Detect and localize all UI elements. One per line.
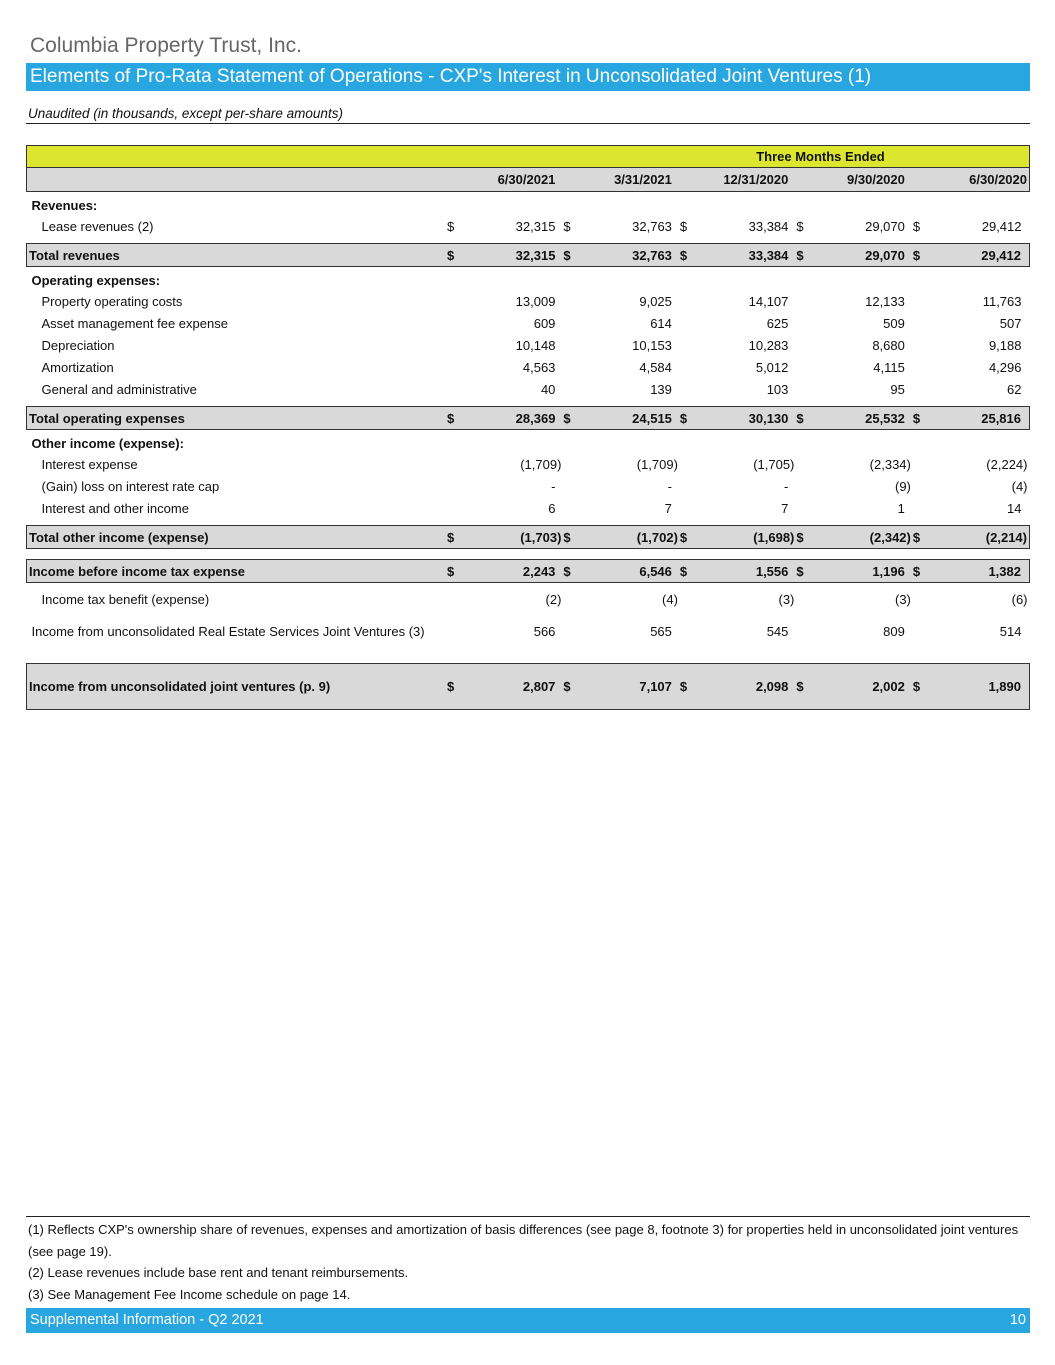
currency-symbol xyxy=(447,476,459,498)
currency-symbol xyxy=(913,357,925,379)
cell-value: 29,412 xyxy=(925,244,1030,267)
currency-symbol xyxy=(680,611,692,653)
currency-symbol: $ xyxy=(447,560,459,583)
currency-symbol xyxy=(563,357,575,379)
cell-value: 6 xyxy=(548,501,556,516)
cell-value: (6) xyxy=(1011,592,1028,607)
column-header-row xyxy=(27,168,1030,192)
currency-symbol: $ xyxy=(680,560,692,583)
cell-value: 514 xyxy=(999,624,1022,639)
currency-symbol xyxy=(563,335,575,357)
table-row xyxy=(27,611,1030,653)
cell-value: 2,098 xyxy=(692,664,796,710)
currency-symbol xyxy=(680,379,692,401)
cell-value: 9,188 xyxy=(988,338,1022,353)
currency-symbol: $ xyxy=(796,407,808,430)
period-header: Three Months Ended xyxy=(447,146,1030,168)
cell-value: 1,196 xyxy=(808,560,912,583)
currency-symbol: $ xyxy=(913,664,925,710)
currency-symbol: $ xyxy=(563,560,575,583)
cell-value: 13,009 xyxy=(515,294,556,309)
cell-value: 30,130 xyxy=(692,407,796,430)
currency-symbol: $ xyxy=(563,244,575,267)
currency-symbol: $ xyxy=(796,560,808,583)
cell-value: (1,709) xyxy=(636,457,678,472)
cell-value: (2) xyxy=(545,592,562,607)
currency-symbol: $ xyxy=(912,219,921,234)
cell-value: (1,703) xyxy=(459,526,563,549)
cell-value: 29,070 xyxy=(808,244,912,267)
currency-symbol xyxy=(447,611,459,653)
table-row xyxy=(27,498,1030,520)
cell-value: 62 xyxy=(1007,382,1022,397)
currency-symbol: $ xyxy=(913,560,925,583)
currency-symbol xyxy=(680,476,692,498)
currency-symbol xyxy=(563,379,575,401)
report-title: Elements of Pro-Rata Statement of Operations - CXP's Interest in Unconsolidated Joint Ventures (1) xyxy=(26,63,1030,91)
currency-symbol: $ xyxy=(913,526,925,549)
cell-value: 14,107 xyxy=(748,294,789,309)
spacer-row xyxy=(27,549,1030,560)
currency-symbol xyxy=(447,291,459,313)
company-name: Columbia Property Trust, Inc. xyxy=(30,34,302,57)
section-header xyxy=(27,267,1030,291)
currency-symbol: $ xyxy=(680,407,692,430)
table-row xyxy=(27,476,1030,498)
cell-value: 29,070 xyxy=(865,219,905,234)
table-row xyxy=(27,589,1030,611)
currency-symbol xyxy=(796,611,808,653)
currency-symbol: $ xyxy=(447,244,459,267)
column-header: 9/30/2020 xyxy=(808,168,912,192)
cell-value: 4,115 xyxy=(873,360,905,375)
cell-value: - xyxy=(667,479,672,494)
cell-value: (3) xyxy=(778,592,795,607)
footnotes xyxy=(28,1219,1028,1305)
cell-value: 33,384 xyxy=(692,244,796,267)
currency-symbol xyxy=(680,498,692,520)
row-label: Asset management fee expense xyxy=(41,316,228,331)
cell-value: 25,816 xyxy=(925,407,1030,430)
cell-value: 2,002 xyxy=(808,664,912,710)
total-row xyxy=(27,526,1030,549)
currency-symbol xyxy=(913,476,925,498)
currency-symbol: $ xyxy=(913,244,925,267)
row-label: Income tax benefit (expense) xyxy=(41,592,210,607)
cell-value: 10,148 xyxy=(515,338,556,353)
cell-value: (1,702) xyxy=(575,526,679,549)
cell-value: 32,315 xyxy=(515,219,556,234)
cell-value: 545 xyxy=(766,624,789,639)
currency-symbol xyxy=(913,379,925,401)
cell-value: 2,807 xyxy=(459,664,563,710)
table-row xyxy=(27,454,1030,476)
total-row xyxy=(27,244,1030,267)
currency-symbol xyxy=(913,589,925,611)
currency-symbol xyxy=(563,476,575,498)
cell-value: 103 xyxy=(766,382,789,397)
row-label: Interest expense xyxy=(41,457,138,472)
column-header: 3/31/2021 xyxy=(575,168,679,192)
currency-symbol xyxy=(680,454,692,476)
cell-value: 32,763 xyxy=(632,219,672,234)
row-label: Depreciation xyxy=(41,338,115,353)
currency-symbol xyxy=(563,454,575,476)
cell-value: (2,214) xyxy=(925,526,1030,549)
currency-symbol: $ xyxy=(563,219,571,234)
cell-value: (4) xyxy=(1011,479,1028,494)
row-label: Total other income (expense) xyxy=(27,526,447,549)
cell-value: 1 xyxy=(897,501,905,516)
currency-symbol: $ xyxy=(563,407,575,430)
currency-symbol: $ xyxy=(680,526,692,549)
cell-value: 809 xyxy=(883,624,905,639)
cell-value: (3) xyxy=(894,592,911,607)
cell-value: (9) xyxy=(894,479,911,494)
row-label: Property operating costs xyxy=(41,294,183,309)
cell-value: (2,342) xyxy=(808,526,912,549)
currency-symbol: $ xyxy=(563,526,575,549)
cell-value: 565 xyxy=(650,624,672,639)
cell-value: 2,243 xyxy=(459,560,563,583)
currency-symbol xyxy=(796,476,808,498)
currency-symbol: $ xyxy=(680,244,692,267)
column-header: 6/30/2021 xyxy=(459,168,563,192)
currency-symbol xyxy=(447,313,459,335)
currency-symbol: $ xyxy=(680,664,692,710)
cell-value: 1,556 xyxy=(692,560,796,583)
currency-symbol xyxy=(796,291,808,313)
currency-symbol: $ xyxy=(796,664,808,710)
section-header xyxy=(27,430,1030,454)
currency-symbol: $ xyxy=(563,664,575,710)
cell-value: 7 xyxy=(781,501,789,516)
footnote: (2) Lease revenues include base rent and tenant reimbursements. xyxy=(28,1265,409,1280)
currency-symbol xyxy=(563,291,575,313)
currency-symbol: $ xyxy=(446,219,455,234)
statement-table xyxy=(26,145,1030,710)
cell-value: (4) xyxy=(662,592,678,607)
total-row xyxy=(27,560,1030,583)
currency-symbol: $ xyxy=(447,664,459,710)
cell-value: 25,532 xyxy=(808,407,912,430)
cell-value: 4,563 xyxy=(522,360,556,375)
footnote-divider xyxy=(26,1216,1030,1217)
cell-value: 40 xyxy=(540,382,556,397)
section-label: Revenues: xyxy=(31,197,98,213)
section-header xyxy=(27,192,1030,216)
currency-symbol xyxy=(796,335,808,357)
column-header: 12/31/2020 xyxy=(692,168,796,192)
currency-symbol xyxy=(447,357,459,379)
cell-value: 4,296 xyxy=(988,360,1022,375)
currency-symbol xyxy=(563,313,575,335)
currency-symbol xyxy=(796,589,808,611)
currency-symbol xyxy=(447,498,459,520)
currency-symbol xyxy=(447,589,459,611)
cell-value: 32,315 xyxy=(459,244,563,267)
row-label: Income from unconsolidated joint ventures (p. 9) xyxy=(27,664,447,710)
table-row xyxy=(27,291,1030,313)
currency-symbol xyxy=(680,589,692,611)
currency-symbol: $ xyxy=(913,407,925,430)
currency-symbol: $ xyxy=(796,244,808,267)
table-row xyxy=(27,313,1030,335)
section-label: Operating expenses: xyxy=(31,272,161,288)
currency-symbol xyxy=(680,291,692,313)
currency-symbol: $ xyxy=(679,219,688,234)
currency-symbol xyxy=(447,379,459,401)
total-row xyxy=(27,407,1030,430)
cell-value: 28,369 xyxy=(459,407,563,430)
cell-value: 33,384 xyxy=(748,219,789,234)
footer-label: Supplemental Information - Q2 2021 xyxy=(30,1312,264,1328)
currency-symbol xyxy=(913,611,925,653)
report-subtitle: Unaudited (in thousands, except per-share amounts) xyxy=(28,106,343,121)
cell-value: 6,546 xyxy=(575,560,679,583)
section-label: Other income (expense): xyxy=(31,435,184,451)
cell-value: 32,763 xyxy=(575,244,679,267)
row-label: Interest and other income xyxy=(41,501,189,516)
cell-value: 10,283 xyxy=(748,338,789,353)
cell-value: 614 xyxy=(650,316,672,331)
currency-symbol xyxy=(796,379,808,401)
currency-symbol xyxy=(447,454,459,476)
currency-symbol: $ xyxy=(796,526,808,549)
footnote: (1) Reflects CXP's ownership share of revenues, expenses and amortization of basis differences (see page 8, footnote 3) for properties held in unconsolidated joint ventures (see page 19). xyxy=(28,1222,1019,1259)
period-header-row xyxy=(27,146,1030,168)
cell-value: 1,890 xyxy=(925,664,1030,710)
cell-value: 509 xyxy=(883,316,905,331)
currency-symbol xyxy=(796,498,808,520)
cell-value: 507 xyxy=(999,316,1022,331)
row-label: Lease revenues (2) xyxy=(41,219,154,234)
currency-symbol xyxy=(913,498,925,520)
currency-symbol xyxy=(563,611,575,653)
cell-value: 9,025 xyxy=(639,294,672,309)
cell-value: 609 xyxy=(533,316,556,331)
currency-symbol xyxy=(796,357,808,379)
cell-value: (1,698) xyxy=(692,526,796,549)
footnote: (3) See Management Fee Income schedule on page 14. xyxy=(28,1286,351,1302)
currency-symbol xyxy=(680,335,692,357)
currency-symbol xyxy=(913,313,925,335)
table-row xyxy=(27,379,1030,401)
cell-value: 10,153 xyxy=(632,338,672,353)
cell-value: 566 xyxy=(533,624,556,639)
currency-symbol xyxy=(796,454,808,476)
currency-symbol xyxy=(796,313,808,335)
cell-value: - xyxy=(551,479,556,494)
row-label: (Gain) loss on interest rate cap xyxy=(41,479,220,494)
cell-value: (2,224) xyxy=(986,457,1028,472)
cell-value: 95 xyxy=(890,382,905,397)
table-row xyxy=(27,335,1030,357)
cell-value: 11,763 xyxy=(982,294,1022,309)
row-label: Amortization xyxy=(41,360,114,375)
cell-value: (1,705) xyxy=(753,457,795,472)
cell-value: (2,334) xyxy=(869,457,911,472)
table-row xyxy=(27,357,1030,379)
cell-value: 24,515 xyxy=(575,407,679,430)
currency-symbol: $ xyxy=(796,219,804,234)
currency-symbol xyxy=(913,291,925,313)
cell-value: - xyxy=(784,479,789,494)
cell-value: 625 xyxy=(766,316,789,331)
currency-symbol xyxy=(563,498,575,520)
currency-symbol xyxy=(913,454,925,476)
page-footer xyxy=(26,1308,1030,1333)
total-row xyxy=(27,664,1030,710)
table-row xyxy=(27,216,1030,238)
row-label: General and administrative xyxy=(41,382,197,397)
cell-value: 29,412 xyxy=(981,219,1022,234)
cell-value: 1,382 xyxy=(925,560,1030,583)
divider xyxy=(26,123,1030,124)
cell-value: 5,012 xyxy=(755,360,789,375)
currency-symbol: $ xyxy=(447,526,459,549)
cell-value: 8,680 xyxy=(872,338,905,353)
cell-value: 7 xyxy=(664,501,672,516)
cell-value: 12,133 xyxy=(865,294,905,309)
page-number: 10 xyxy=(1009,1312,1026,1328)
row-label: Income from unconsolidated Real Estate Services Joint Ventures (3) xyxy=(31,623,425,639)
currency-symbol xyxy=(680,313,692,335)
row-label: Total revenues xyxy=(27,244,447,267)
currency-symbol xyxy=(563,589,575,611)
spacer-row xyxy=(27,653,1030,664)
currency-symbol xyxy=(913,335,925,357)
currency-symbol xyxy=(680,357,692,379)
row-label: Income before income tax expense xyxy=(27,560,447,583)
cell-value: 7,107 xyxy=(575,664,679,710)
currency-symbol xyxy=(447,335,459,357)
currency-symbol: $ xyxy=(447,407,459,430)
cell-value: (1,709) xyxy=(520,457,562,472)
cell-value: 14 xyxy=(1007,501,1022,516)
column-header: 6/30/2020 xyxy=(925,168,1030,192)
cell-value: 139 xyxy=(650,382,672,397)
row-label: Total operating expenses xyxy=(27,407,447,430)
cell-value: 4,584 xyxy=(639,360,672,375)
